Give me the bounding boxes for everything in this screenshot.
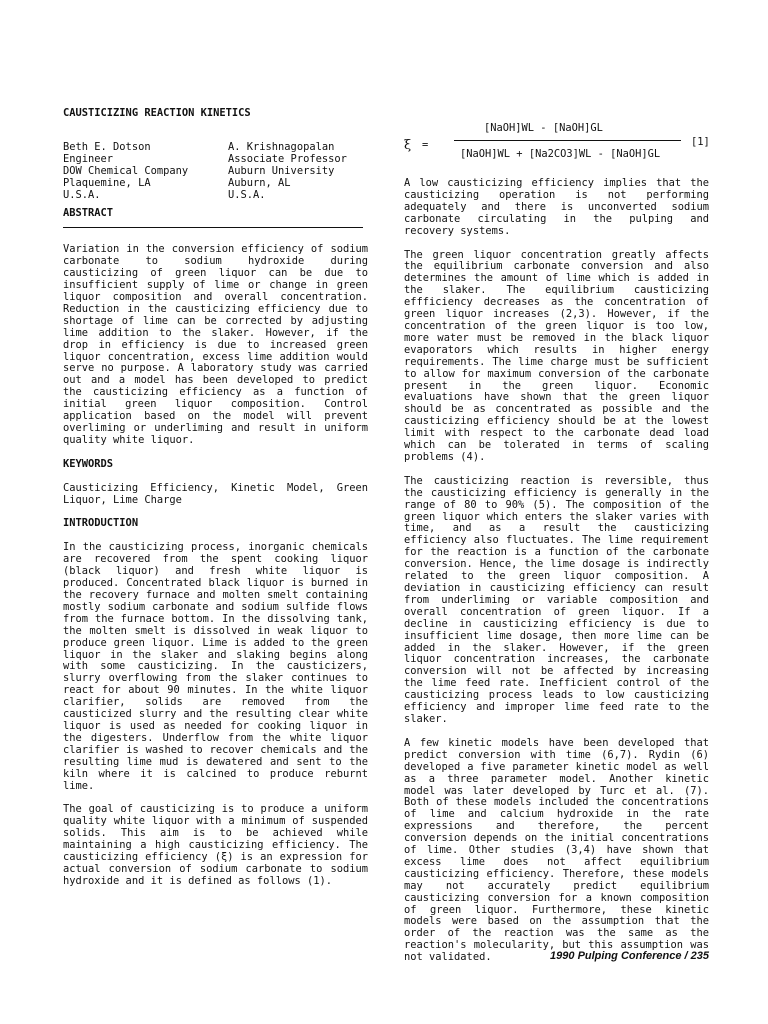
body-paragraph-1: A low causticizing efficiency implies that the causticizing operation is not performing adequately and there is unconverted sodium carbonate circulating in the pulping and recovery systems. [404, 177, 709, 237]
fraction-bar [454, 140, 681, 141]
equation-symbol: ξ [404, 138, 412, 153]
right-column [404, 178, 709, 976]
abstract-heading: ABSTRACT [63, 207, 114, 220]
author-dotson: Beth E. Dotson Engineer DOW Chemical Company Plaquemine, LA U.S.A. [63, 140, 189, 201]
keywords-text: Causticizing Efficiency, Kinetic Model, Green Liquor, Lime Charge [63, 481, 368, 506]
introduction-paragraph-1: In the causticizing process, inorganic chemicals are recovered from the spent cooking liquor (black liquor) and fresh white liquor is produced. Concentrated black liquor is burned in the recovery furnace and molten smelt containing mostly sodium carbonate and sodium sulfide flows from the furnace bottom. In the dissolving tank, the molten smelt is dissolved in weak liquor to produce green liquor. Lime is added to the green liquor in the slaker and slaking begins along with some causticizing. In the causticizers, slurry overflowing from the slaker continues to react for about 90 minutes. In the white liquor clarifier, solids are removed from the causticized slurry and the resulting clear white liquor is used as needed for cooking liquor in the digesters. Underflow from the white liquor clarifier is washed to recover chemicals and the resulting lime mud is dewatered and sent to the kiln where it is calcined to produce reburnt lime. [63, 541, 368, 792]
introduction-paragraph-2: The goal of causticizing is to produce a uniform quality white liquor with a minimum of suspended solids. This aim is to be achieved while maintaining a high causticizing efficiency. The causticizing efficiency (ξ) is an expression for actual conversion of sodium carbonate to sodium hydroxide and it is defined as follows (1). [63, 803, 368, 887]
equation-numerator: [NaOH]WL - [NaOH]GL [484, 122, 603, 134]
left-column [63, 108, 368, 900]
abstract-text: Variation in the conversion efficiency of sodium carbonate to sodium hydroxide during causticizing of green liquor can be due to insufficient supply of lime or change in green liquor composition and overall concentration. Reduction in the causticizing efficiency due to shortage of lime can be corrected by adjusting lime addition to the slaker. However, if the drop in efficiency is due to increased green liquor concentration, excess lime addition would serve no purpose. A laboratory study was carried out and a model has been developed to predict the causticizing efficiency as a function of initial green liquor composition. Control application based on the model will prevent overliming or underliming and result in uniform quality white liquor. [63, 243, 368, 446]
page-footer: 1990 Pulping Conference / 235 [550, 950, 709, 962]
paper-title: CAUSTICIZING REACTION KINETICS [63, 107, 251, 119]
abstract-rule [63, 227, 363, 228]
body-paragraph-2: The green liquor concentration greatly affects the equilibrium carbonate conversion and also determines the amount of lime which is added in the slaker. The equilibrium causticizing effficiency decreases as the concentration of green liquor increases (2,3). However, if the concentration of the green liquor is too low, more water must be removed in the black liquor evaporators which results in higher energy requirements. The lime charge must be sufficient to allow for maximum conversion of the carbonate present in the green liquor. Economic evaluations have shown that the green liquor should be as concentrated as possible and the causticizing efficiency should be at the lowest limit with respect to the carbonate dead load which can be tolerated in terms of scaling problems (4). [404, 248, 709, 463]
equation-denominator: [NaOH]WL + [Na2CO3]WL - [NaOH]GL [460, 148, 661, 160]
author-krishnagopalan: A. Krishnagopalan Associate Professor Auburn University Auburn, AL U.S.A. [228, 140, 347, 201]
body-paragraph-3: The causticizing reaction is reversible, thus the causticizing efficiency is generally in the range of 80 to 90% (5). The composition of the green liquor which enters the slaker varies with time, and as a result the causticizing efficiency also fluctuates. The lime requirement for the reaction is a function of the carbonate conversion. Hence, the lime dosage is indirectly related to the green liquor composition. A deviation in causticizing efficiency can result from underliming or variable composition and overall concentration of green liquor. If a decline in causticizing efficiency is due to insufficient lime dosage, then more lime can be added in the slaker. However, if the green liquor concentration increases, the carbonate conversion will not be affected by increasing the lime feed rate. Inefficient control of the causticizing process leads to low causticizing efficiency and improper lime feed rate to the slaker. [404, 474, 709, 725]
equation-equals: = [422, 139, 429, 151]
efficiency-equation [404, 118, 712, 168]
keywords-heading: KEYWORDS [63, 457, 114, 470]
equation-number: [1] [691, 136, 710, 148]
introduction-heading: INTRODUCTION [63, 517, 139, 530]
body-paragraph-4: A few kinetic models have been developed that predict conversion with time (6,7). Rydin (6) developed a five parameter kinetic model as well as a three parameter model. Another kinetic model was later developed by Turc et al. (7). Both of these models included the concentrations of lime and calcium hydroxide in the rate expressions and therefore, the percent conversion depends on the initial concentrations of lime. Other studies (3,4) have shown that excess lime does not affect equilibrium causticizing efficiency. Therefore, these models may not accurately predict equilibrium causticizing conversion for a known composition of green liquor. Furthermore, these kinetic models were based on the assumption that the order of the reaction was the same as the reaction's molecularity, but this assumption was not validated. [404, 736, 709, 964]
author-block [63, 142, 368, 202]
